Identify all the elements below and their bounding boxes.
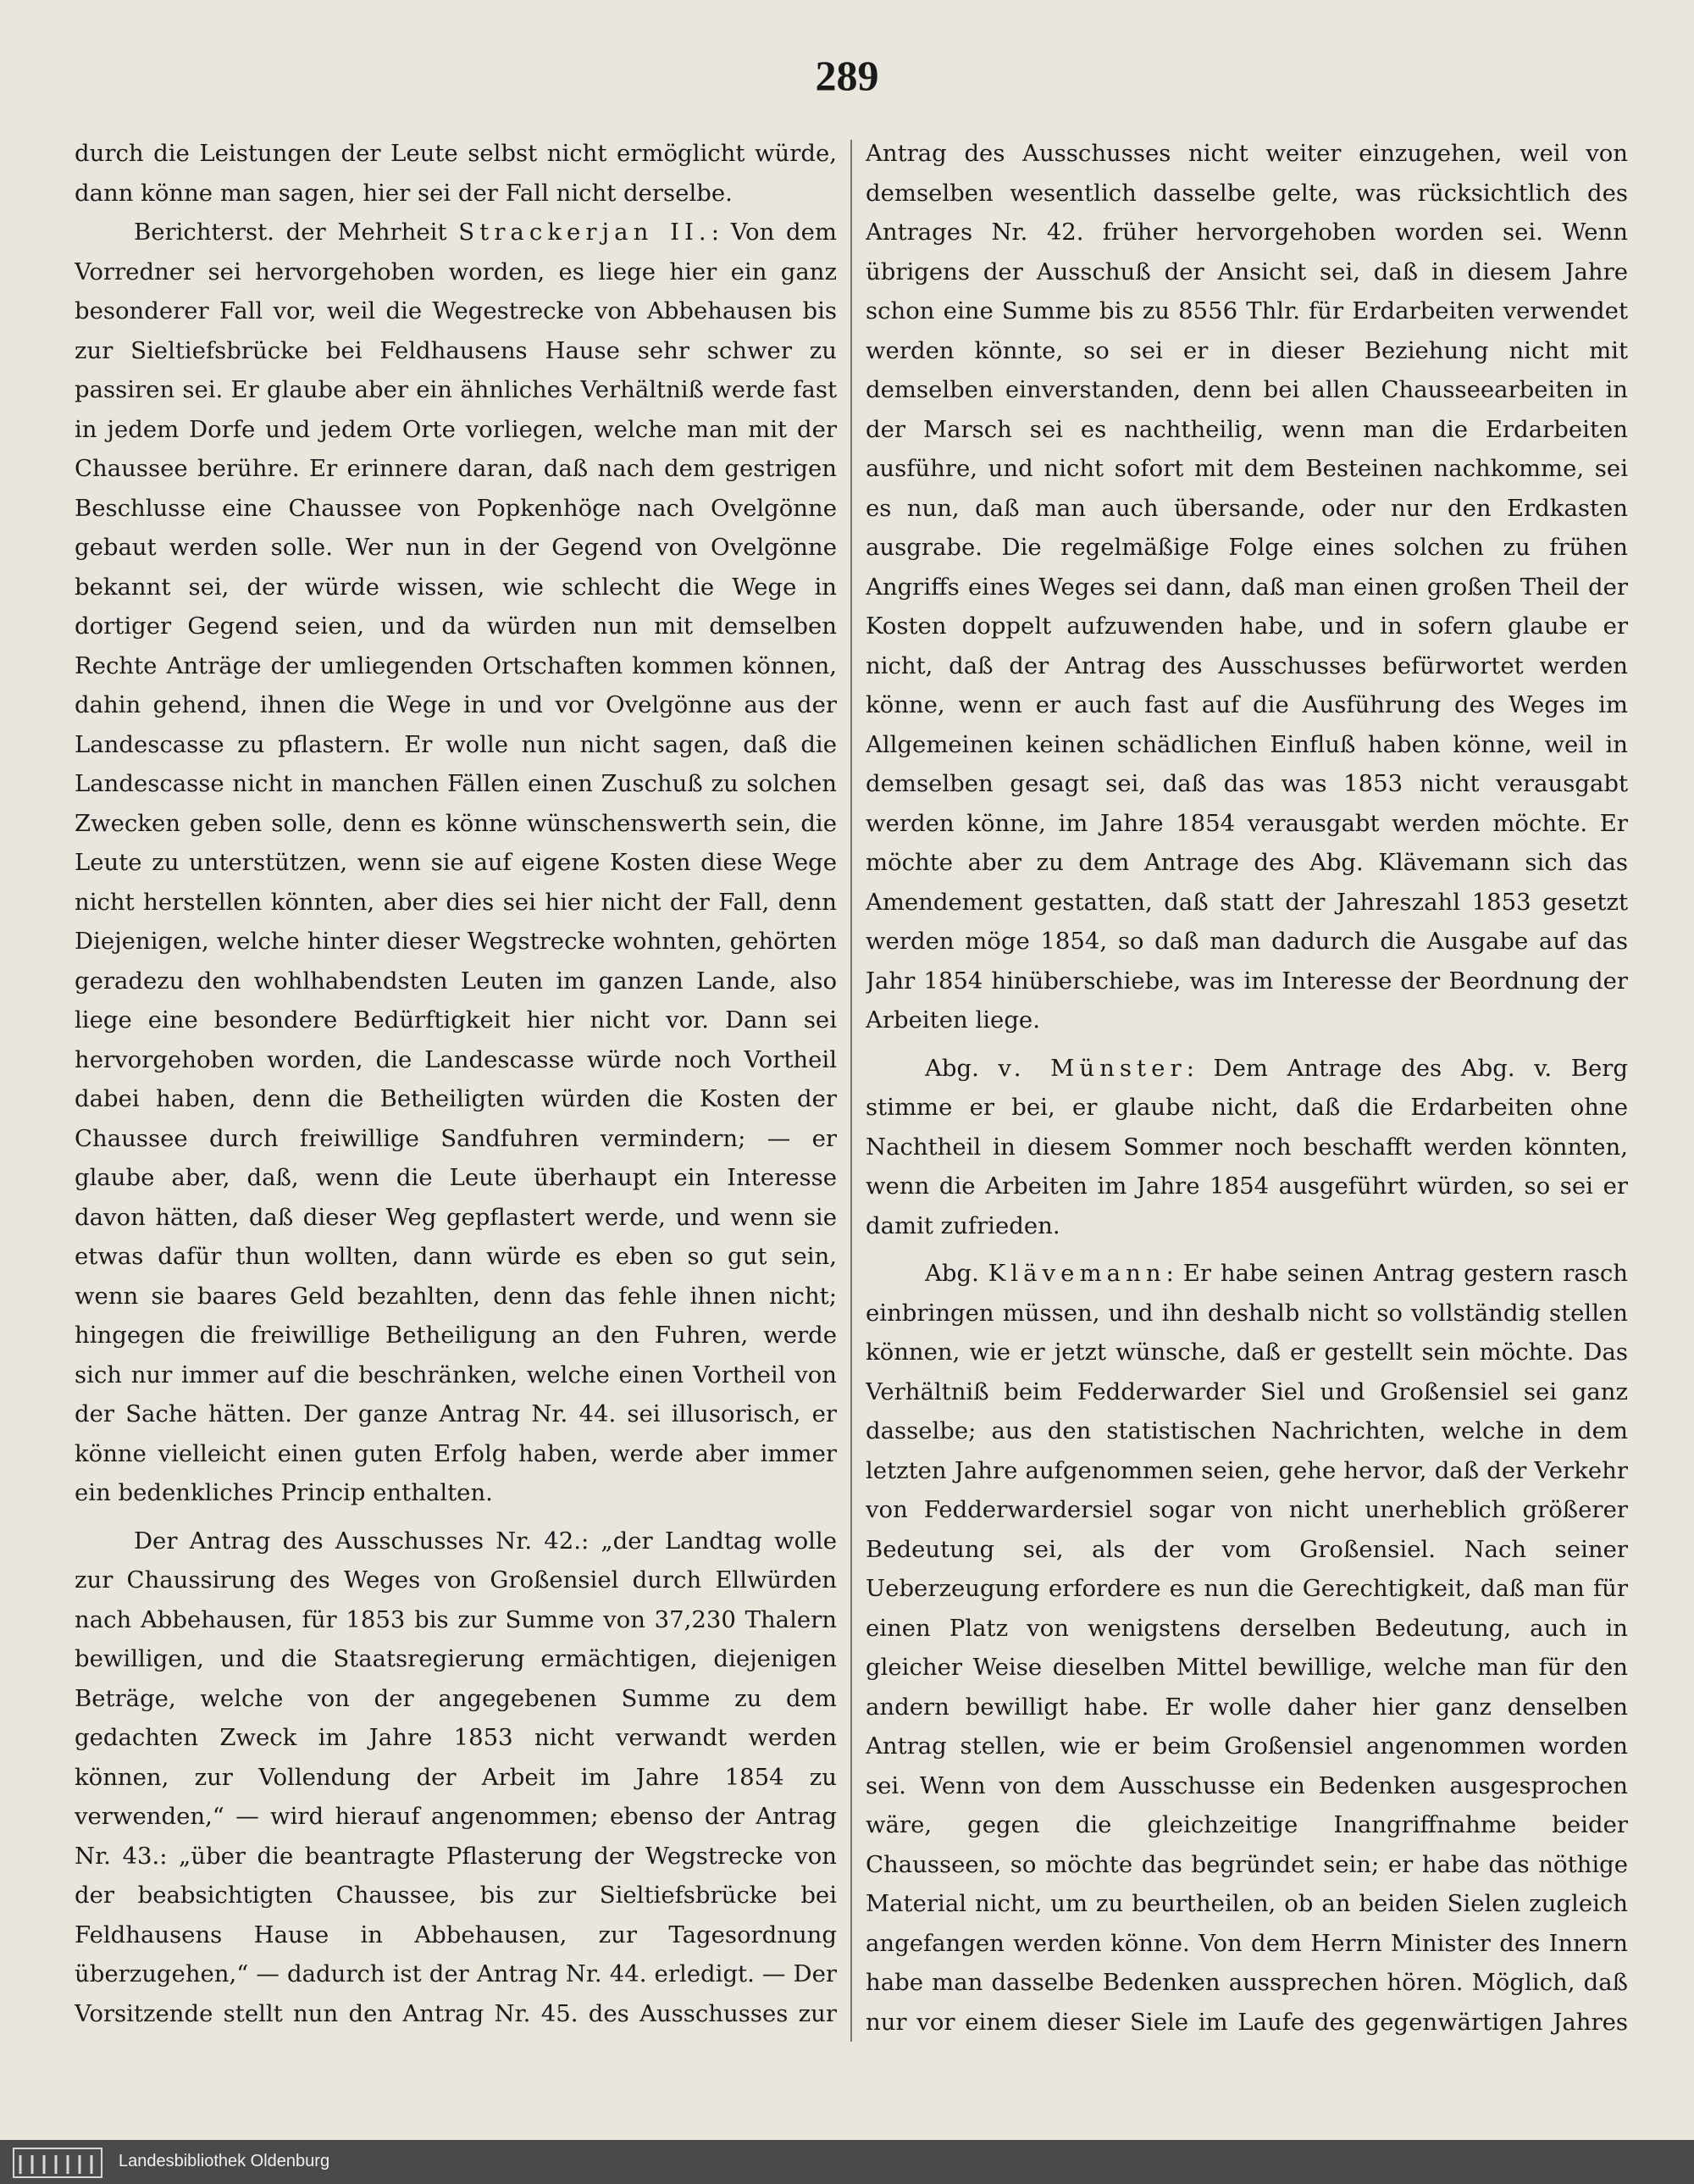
- footer-bar: [0, 2140, 1694, 2184]
- paragraph-text: durch die Leistungen der Leute selbst nicht ermöglicht würde, dann könne man sagen, hier sei der Fall nicht derselbe.: [75, 140, 837, 207]
- paragraph: [75, 1522, 837, 2041]
- paragraph-text: Antrag des Ausschusses nicht weiter einzugehen, weil von demselben wesentlich dasselbe gelte, was rücksichtlich des Antrages Nr. 42. früher hervorgehoben worden sei. Wenn übrigens der Ausschuß der Ansicht sei, daß in diesem Jahre schon eine Summe bis zu 8556 Thlr. für Erdarbeiten verwendet werden könnte, so sei er in dieser Beziehung nicht mit demselben einverstanden, denn bei allen Chausseearbeiten in der Marsch sei es nachtheilig, wenn man die Erdarbeiten ausführe, und nicht sofort mit dem Besteinen nachkomme, sei es nun, daß man auch übersande, oder nur den Erdkasten ausgrabe. Die regelmäßige Folge eines solchen zu frühen Angriffs eines Weges sei dann, daß man einen großen Theil der Kosten doppelt aufzuwenden habe, und in sofern glaube er nicht, daß der Antrag des Ausschusses befürwortet werden könne, wenn er auch fast auf die Ausführung des Weges im Allgemeinen keinen schädlichen Einfluß haben könne, weil in demselben gesagt sei, daß das was 1853 nicht verausgabt werden könne, im Jahre 1854 verausgabt werden möchte. Er möchte aber zu dem Antrage des Abg. Klävemann sich das Amendement gestatten, daß statt der Jahreszahl 1853 gesetzt werden möge 1854, so daß man dadurch die Ausgabe auf das Jahr 1854 hinüberschiebe, was im Interesse der Beordnung der Arbeiten liege.: [866, 140, 1628, 1034]
- speaker-lead: Abg.: [925, 1260, 979, 1287]
- speaker-lead: Berichterst. der Mehrheit: [134, 219, 447, 246]
- paragraph: [75, 134, 837, 213]
- speaker-name: v. Münster: [998, 1054, 1187, 1082]
- library-building-icon: [12, 2145, 103, 2179]
- paragraph-text: Der Antrag des Ausschusses Nr. 42.: „der Landtag wolle zur Chaussirung des Weges von Großensiel durch Ellwürden nach Abbehausen, für 1853 bis zur Summe von 37,230 Thalern bewilligen, und die Staatsregierung ermächtigen, diejenigen Beträge, welche von der angegebenen Summe zu dem gedachten Zweck im Jahre 1853 nicht verwandt werden können, zur Vollendung der Arbeit im Jahre 1854 zu verwenden,“ — wird hierauf angenommen; ebenso der Antrag Nr. 43.: „über die beantragte Pflasterung der Wegstrecke von der beabsichtigten Chaussee, bis zur Sieltiefsbrücke bei Feldhausens Hause in Abbehausen, zur Tagesordnung überzugehen,“ — dadurch ist der Antrag Nr. 44. erledigt. — Der Vorsitzende stellt nun den Antrag Nr. 45. des Ausschusses zur: [75, 1527, 837, 2027]
- page-number: 289: [815, 52, 879, 99]
- right-column: [866, 134, 1628, 2040]
- paragraph-text: : Dem Antrage des Abg. v. Berg stimme er bei, er glaube nicht, daß die Erdarbeiten ohne Nachtheil in diesem Sommer noch beschafft werden könnten, wenn die Arbeiten im Jahre 1854 ausgeführt würden, so sei er damit zufrieden.: [866, 1054, 1628, 1239]
- speaker-name: Strackerjan II.: [458, 219, 711, 246]
- speaker-name: Klävemann: [988, 1260, 1166, 1287]
- left-column: [75, 134, 837, 2040]
- column-divider: [850, 140, 852, 2042]
- paragraph-text: : Er habe seinen Antrag gestern rasch einbringen müssen, und ihn deshalb nicht so vollständig stellen können, wie er jetzt wünsche, daß er gestellt sein möchte. Das Verhältniß beim Fedderwarder Siel und Großensiel sei ganz dasselbe; aus den statistischen Nachrichten, welche in dem letzten Jahre aufgenommen seien, gehe hervor, daß der Verkehr von Fedderwardersiel sogar von nicht unerheblich größerer Bedeutung sei, als der vom Großensiel. Nach seiner Ueberzeugung erfordere es nun die Gerechtigkeit, daß man für einen Platz von wenigstens derselben Bedeutung, auch in gleicher Weise dieselben Mittel bewillige, welche man für den andern bewilligt habe. Er wolle daher hier ganz denselben Antrag stellen, wie er beim Großensiel angenommen worden sei. Wenn von dem Ausschusse ein Bedenken ausgesprochen wäre, gegen die gleichzeitige Inangriffnahme beider Chausseen, so möchte das begründet sein; er habe das nöthige Material nicht, um zu beurtheilen, ob an beiden Sielen zugleich angefangen werden könne. Von dem Herrn Minister des Innern habe man dasselbe Bedenken aussprechen hören. Möglich, daß nur vor einem dieser Siele im Laufe des gegenwärtigen Jahres: [866, 1260, 1628, 2036]
- library-name: Landesbibliothek Oldenburg: [119, 2152, 330, 2170]
- paragraph: [866, 1254, 1628, 2040]
- paragraph: [75, 213, 837, 1513]
- speaker-lead: Abg.: [925, 1054, 979, 1082]
- paragraph-text: : Von dem Vorredner sei hervorgehoben worden, es liege hier ein ganz besonderer Fall vor, weil die Wegestrecke von Abbehausen bis zur Sieltiefsbrücke bei Feldhausens Hause sehr schwer zu passiren sei. Er glaube aber ein ähnliches Verhältniß werde fast in jedem Dorfe und jedem Orte vorliegen, welche man mit der Chaussee berühre. Er erinnere daran, daß nach dem gestrigen Beschlusse eine Chaussee von Popkenhöge nach Ovelgönne gebaut werden solle. Wer nun in der Gegend von Ovelgönne bekannt sei, der würde wissen, wie schlecht die Wege in dortiger Gegend seien, und da würden nun mit demselben Rechte Anträge der umliegenden Ortschaften kommen können, dahin gehend, ihnen die Wege in und vor Ovelgönne aus der Landescasse zu pflastern. Er wolle nun nicht sagen, daß die Landescasse nicht in manchen Fällen einen Zuschuß zu solchen Zwecken geben solle, denn es könne wünschenswerth sein, die Leute zu unterstützen, wenn sie auf eigene Kosten diese Wege nicht herstellen könnten, aber dies sei hier nicht der Fall, denn Diejenigen, welche hinter dieser Wegstrecke wohnten, gehörten geradezu den wohlhabendsten Leuten im ganzen Lande, also liege eine besondere Bedürftigkeit hier nicht vor. Dann sei hervorgehoben worden, die Landescasse würde noch Vortheil dabei haben, denn die Betheiligten würden die Kosten der Chaussee durch freiwillige Sandfuhren vermindern; — er glaube aber, daß, wenn die Leute überhaupt ein Interesse davon hätten, daß dieser Weg gepflastert werde, und wenn sie etwas dafür thun wollten, dann würde es eben so gut sein, wenn sie baares Geld bezahlten, denn das fehle ihnen nicht; hingegen die freiwillige Betheiligung an den Fuhren, werde sich nur immer auf die beschränken, welche einen Vortheil von der Sache hätten. Der ganze Antrag Nr. 44. sei illusorisch, er könne vielleicht einen guten Erfolg haben, werde aber immer ein bedenkliches Princip enthalten.: [75, 219, 837, 1506]
- paragraph: [866, 1049, 1628, 1246]
- paragraph: [866, 134, 1628, 1040]
